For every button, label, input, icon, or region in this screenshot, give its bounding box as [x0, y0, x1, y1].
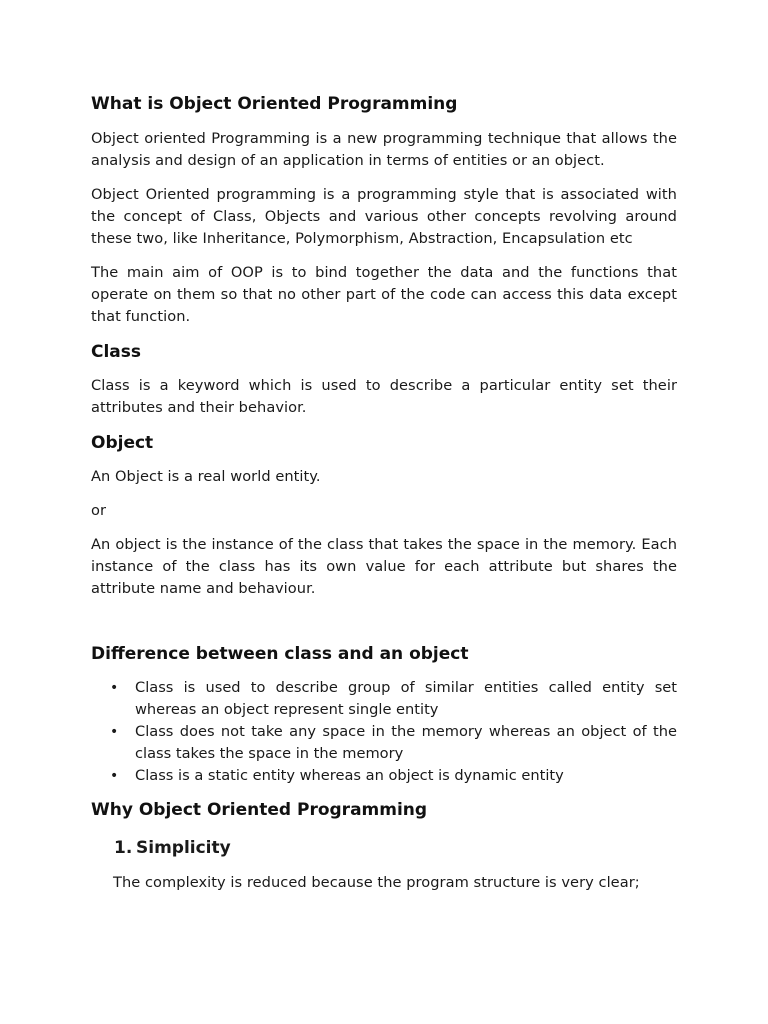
item-number: 1. — [114, 838, 133, 858]
list-item-text: Class is a static entity whereas an object is dynamic entity — [135, 767, 564, 784]
item-title: Simplicity — [136, 838, 231, 858]
list-item — [91, 721, 677, 765]
class-paragraph: Class is a keyword which is used to describe a particular entity set their attributes and their behavior. — [91, 377, 677, 416]
list-item — [91, 765, 677, 787]
class-heading: Class — [91, 342, 142, 362]
spacer — [91, 612, 677, 642]
difference-list — [91, 677, 677, 787]
object-paragraph: An object is the instance of the class that takes the space in the memory. Each instance of the class has its own value for each attribute but shares the attribute name and behaviour. — [91, 536, 677, 597]
simplicity-paragraph: The complexity is reduced because the program structure is very clear; — [113, 874, 640, 891]
numbered-heading — [91, 836, 677, 860]
bullet-icon: • — [110, 680, 119, 696]
difference-heading: Difference between class and an object — [91, 644, 469, 664]
list-item — [91, 677, 677, 721]
intro-paragraph: The main aim of OOP is to bind together the data and the functions that operate on them so that no other part of the code can access this data except that function. — [91, 264, 677, 325]
bullet-icon: • — [110, 724, 119, 740]
bullet-icon: • — [110, 768, 119, 784]
object-heading: Object — [91, 433, 154, 453]
page-title: What is Object Oriented Programming — [91, 94, 458, 114]
object-or-text: or — [91, 502, 107, 519]
list-item-text: Class is used to describe group of similar entities called entity set whereas an object represent single entity — [135, 679, 677, 718]
intro-paragraph: Object Oriented programming is a programming style that is associated with the concept of Class, Objects and various other concepts revolving around these two, like Inheritance, Polymorphism, Abstraction, Encapsulation etc — [91, 186, 677, 247]
intro-paragraph: Object oriented Programming is a new programming technique that allows the analysis and design of an application in terms of entities or an object. — [91, 130, 677, 169]
object-paragraph: An Object is a real world entity. — [91, 468, 321, 485]
why-heading: Why Object Oriented Programming — [91, 800, 428, 820]
document-content — [91, 92, 677, 894]
list-item-text: Class does not take any space in the memory whereas an object of the class takes the space in the memory — [135, 723, 677, 762]
